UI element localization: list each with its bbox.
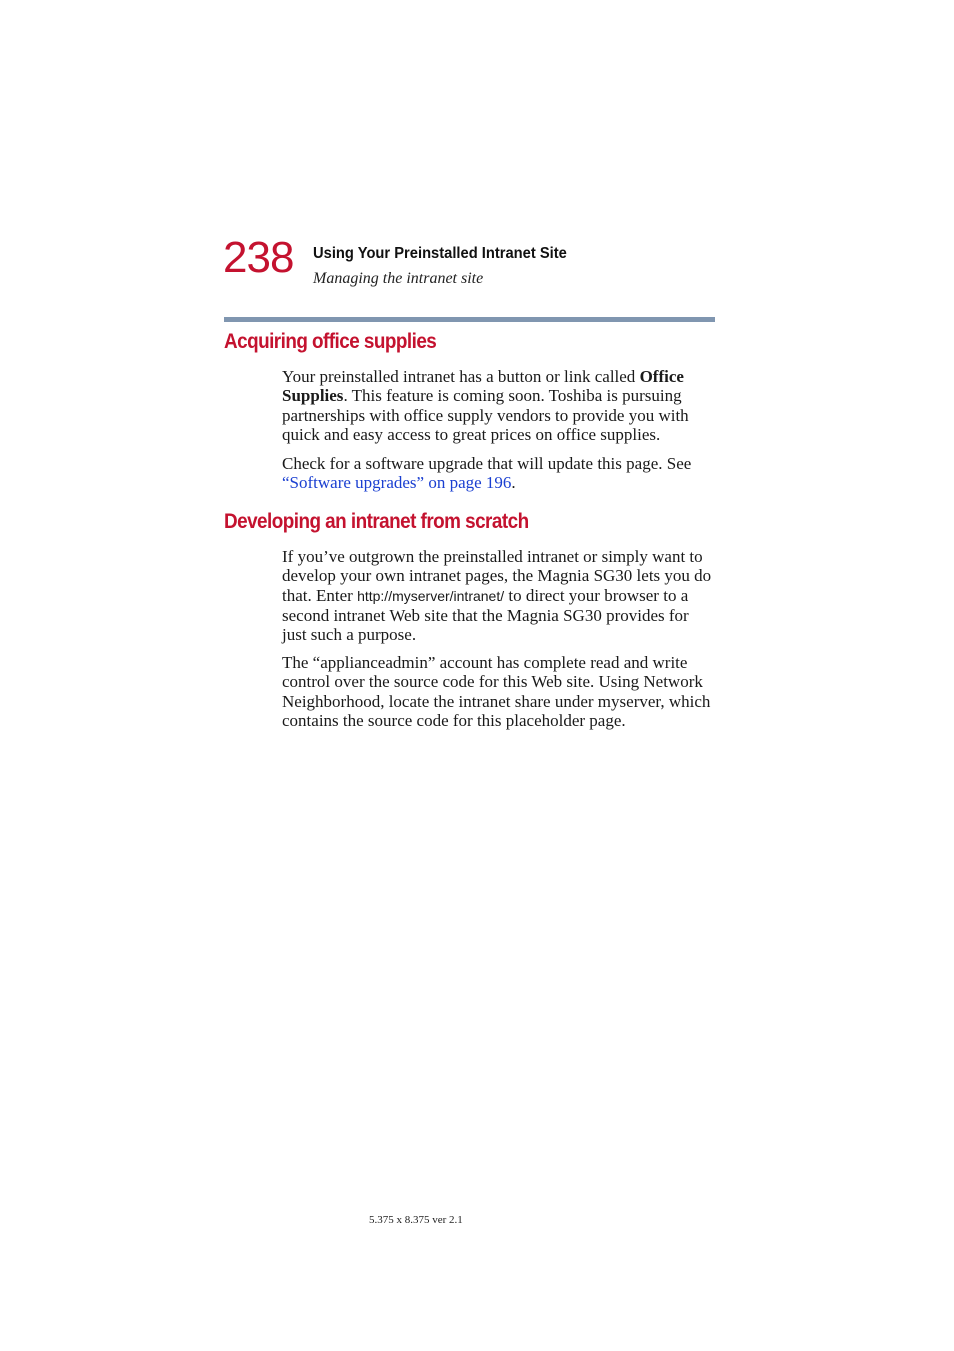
paragraph-text: If you’ve outgrown the preinstalled intranet or simply want to develop your own intranet pages, the Magnia SG30 lets you do that. Enter xyxy=(282,547,712,605)
chapter-title: Using Your Preinstalled Intranet Site xyxy=(313,245,567,262)
paragraph-text: Your preinstalled intranet has a button or link called xyxy=(282,367,640,386)
heading-developing-intranet: Developing an intranet from scratch xyxy=(224,510,529,533)
office-supplies-term: Office Supplies xyxy=(282,367,684,406)
paragraph-software-upgrade xyxy=(282,454,716,493)
paragraph-text: Check for a software upgrade that will update this page. See xyxy=(282,454,692,473)
paragraph-applianceadmin: The “applianceadmin” account has complete read and write control over the source code for this Web site. Using Network Neighborhood, locate the intranet share under myserver, which contains the source code for this placeholder page. xyxy=(282,653,711,730)
header-rule xyxy=(224,317,715,322)
paragraph-office-supplies xyxy=(282,367,716,444)
paragraph-text: to direct your browser to a second intranet Web site that the Magnia SG30 provides for just such a purpose. xyxy=(282,585,689,645)
page-number: 238 xyxy=(223,233,294,282)
software-upgrades-link[interactable]: “Software upgrades” on page 196 xyxy=(282,473,512,493)
paragraph-text: . This feature is coming soon. Toshiba is pursuing partnerships with office supply vendors to provide you with quick and easy access to great prices on office supplies. xyxy=(282,386,689,444)
paragraph-text: . xyxy=(511,473,516,493)
intranet-url: http://myserver/intranet/ xyxy=(357,587,505,604)
heading-acquiring-office-supplies: Acquiring office supplies xyxy=(224,330,437,353)
section-subtitle: Managing the intranet site xyxy=(313,270,484,287)
footer-version: 5.375 x 8.375 ver 2.1 xyxy=(369,1214,463,1226)
paragraph-outgrown-intranet xyxy=(282,547,716,644)
